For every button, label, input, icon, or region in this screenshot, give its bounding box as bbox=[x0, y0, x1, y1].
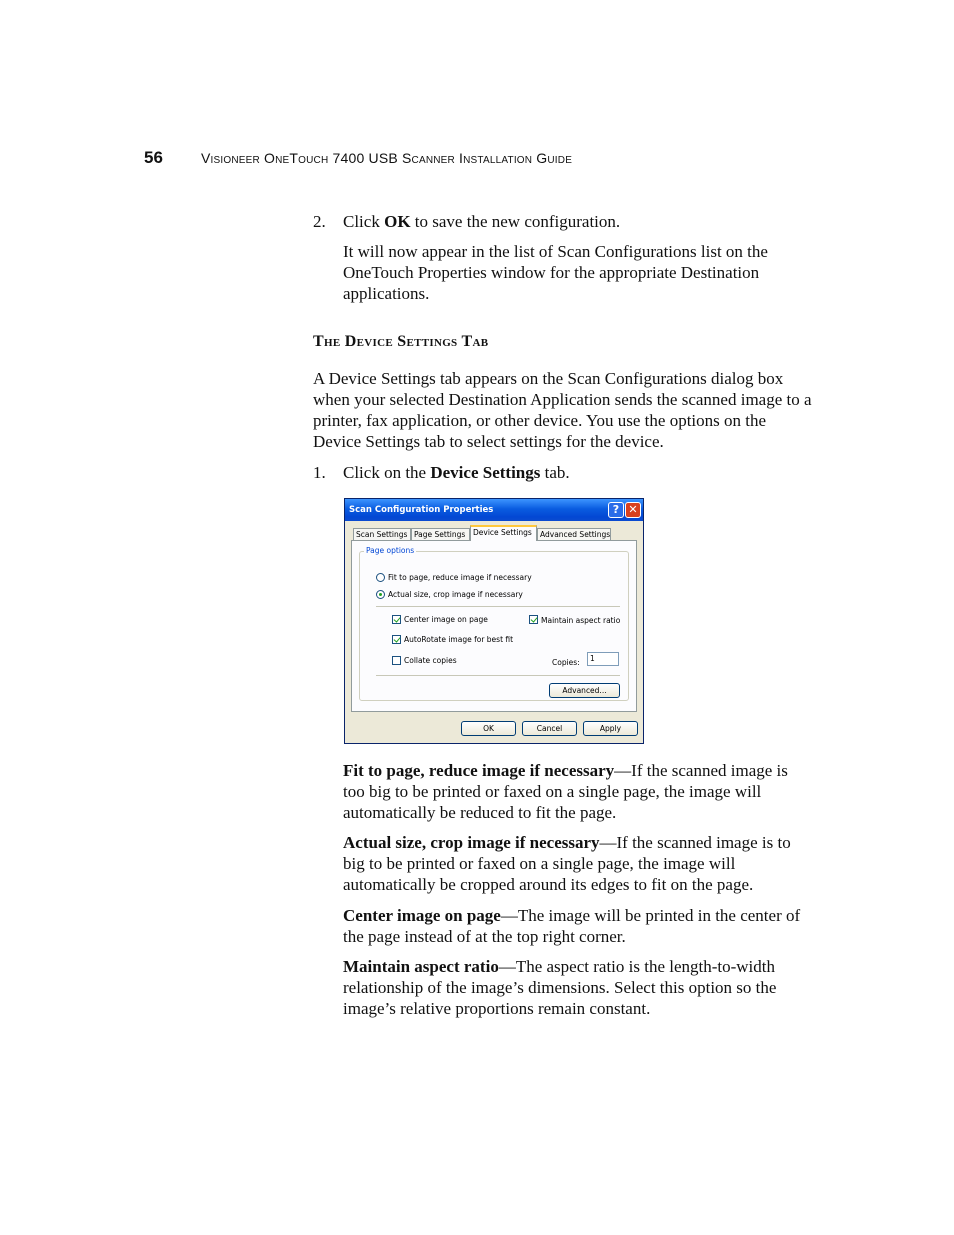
desc-term: Maintain aspect ratio bbox=[343, 957, 499, 976]
group-label: Page options bbox=[366, 546, 415, 555]
step-2-post: to save the new configuration. bbox=[410, 212, 621, 231]
step-1-pre: Click on the bbox=[343, 463, 431, 482]
checkbox-center-image[interactable] bbox=[392, 615, 401, 624]
desc-text: —The image will be printed in the center of the page instead of at the top right corner. bbox=[343, 906, 801, 946]
desc-term: Center image on page bbox=[343, 906, 501, 925]
help-icon[interactable]: ? bbox=[608, 502, 624, 518]
checkbox-collate[interactable] bbox=[392, 656, 401, 665]
radio-fit-to-page[interactable] bbox=[376, 573, 385, 582]
cancel-button[interactable]: Cancel bbox=[522, 721, 577, 736]
checkbox-maintain-aspect[interactable] bbox=[529, 615, 538, 624]
dialog-title: Scan Configuration Properties bbox=[349, 505, 494, 515]
step-2-text bbox=[343, 211, 813, 232]
description-aspect-ratio bbox=[343, 956, 793, 1019]
copies-label: Copies: bbox=[552, 658, 580, 667]
advanced-button[interactable]: Advanced... bbox=[549, 683, 620, 698]
desc-text: —The aspect ratio is the length-to-width relationship of the image’s dimensions. Select this option so the image’s relative proportions remain constant. bbox=[343, 957, 777, 1018]
step-1-text bbox=[343, 462, 813, 483]
ok-button[interactable]: OK bbox=[461, 721, 516, 736]
checkbox-collate-label: Collate copies bbox=[404, 656, 457, 665]
header-title: Visioneer OneTouch 7400 USB Scanner Installation Guide bbox=[201, 150, 573, 166]
description-actual-size bbox=[343, 832, 813, 895]
apply-button[interactable]: Apply bbox=[583, 721, 638, 736]
desc-text: —If the scanned image is too big to be printed or faxed on a single page, the image will automatically be reduced to fit the page. bbox=[343, 761, 788, 822]
description-fit-to-page bbox=[343, 760, 813, 823]
dialog-titlebar bbox=[345, 499, 643, 521]
separator-top bbox=[376, 606, 620, 607]
separator-bottom bbox=[376, 675, 620, 676]
radio-fit-label: Fit to page, reduce image if necessary bbox=[388, 573, 532, 582]
desc-text: —If the scanned image is to big to be printed or faxed on a single page, the image will automatically be cropped around its edges to fit on the page. bbox=[343, 833, 791, 894]
page-number: 56 bbox=[144, 148, 163, 167]
device-settings-panel bbox=[351, 540, 637, 712]
tab-page-settings[interactable]: Page Settings bbox=[411, 528, 470, 540]
tab-advanced-settings[interactable]: Advanced Settings bbox=[537, 528, 611, 540]
tab-device-settings[interactable]: Device Settings bbox=[470, 525, 537, 541]
running-header bbox=[0, 146, 954, 172]
checkbox-autorotate-label: AutoRotate image for best fit bbox=[404, 635, 514, 644]
description-center-image bbox=[343, 905, 813, 947]
desc-term: Fit to page, reduce image if necessary bbox=[343, 761, 615, 780]
tab-scan-settings[interactable]: Scan Settings bbox=[353, 528, 411, 540]
radio-actual-size[interactable] bbox=[376, 590, 385, 599]
checkbox-center-label: Center image on page bbox=[404, 615, 488, 624]
step-2-bold: OK bbox=[384, 212, 411, 231]
scan-configuration-dialog bbox=[344, 498, 644, 744]
close-icon[interactable]: ✕ bbox=[625, 502, 641, 518]
step-2-number: 2. bbox=[313, 212, 326, 231]
intro-paragraph: A Device Settings tab appears on the Scan Configurations dialog box when your selected Destination Application sends the scanned image to a printer, fax application, or other device. You use the options on the Device Settings tab to select settings for the device. bbox=[313, 369, 812, 451]
checkbox-aspect-label: Maintain aspect ratio bbox=[541, 616, 621, 625]
radio-actual-label: Actual size, crop image if necessary bbox=[388, 590, 523, 599]
step-1-number: 1. bbox=[313, 463, 326, 482]
step-1-post: tab. bbox=[540, 463, 570, 482]
copies-input[interactable]: 1 bbox=[587, 652, 619, 666]
step-2-note: It will now appear in the list of Scan Configurations list on the OneTouch Properties window for the appropriate Destination applications. bbox=[343, 242, 768, 303]
desc-term: Actual size, crop image if necessary bbox=[343, 833, 600, 852]
step-1-bold: Device Settings bbox=[430, 463, 541, 482]
section-heading: The Device Settings Tab bbox=[313, 333, 489, 350]
step-2-pre: Click bbox=[343, 212, 385, 231]
checkbox-autorotate[interactable] bbox=[392, 635, 401, 644]
